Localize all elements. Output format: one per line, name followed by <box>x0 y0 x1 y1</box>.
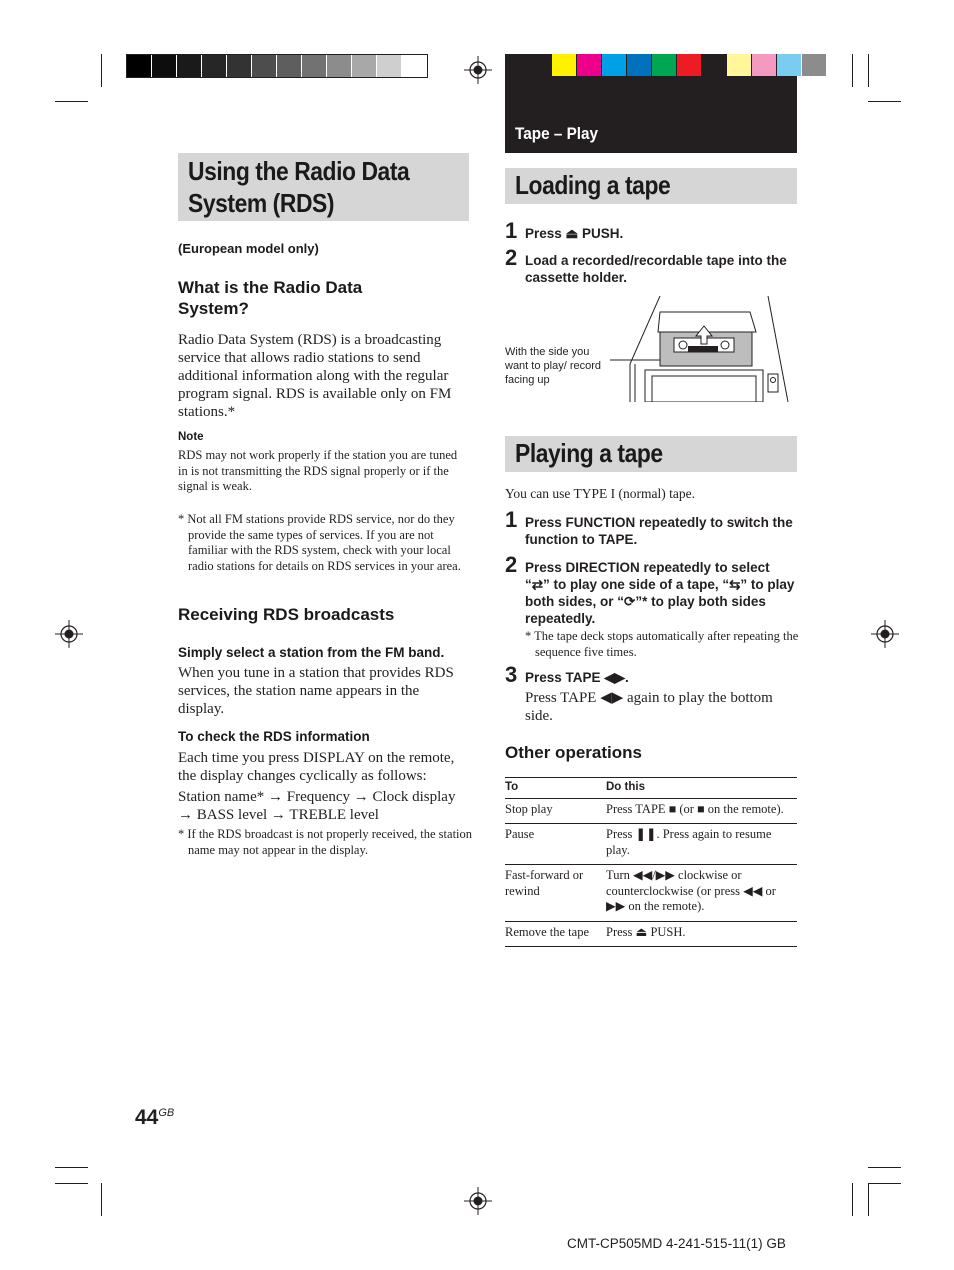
calibration-swatch <box>327 55 351 77</box>
note-label: Note <box>178 431 204 443</box>
section-label: Tape – Play <box>515 124 599 143</box>
table-header-row <box>505 778 797 799</box>
what-is-rds-body: Radio Data System (RDS) is a broadcasting service that allows radio stations to send additional information along with the regular program signal. RDS is available only on FM stations.* <box>178 332 452 420</box>
other-operations-table <box>505 777 797 947</box>
select-station-body: When you tune in a station that provides RDS services, the station name appears in the display. <box>178 665 454 717</box>
calibration-swatch <box>702 54 726 76</box>
calibration-swatch <box>252 55 276 77</box>
page-number <box>135 1106 174 1130</box>
table-row <box>505 865 797 922</box>
registration-mark-top <box>464 56 492 84</box>
illustration-caption: With the side you want to play/ record facing up <box>505 346 601 386</box>
play-step-3-number: 3 <box>505 662 518 687</box>
other-operations-table-wrap <box>505 777 797 947</box>
what-is-rds-heading: What is the Radio Data System? <box>178 278 363 318</box>
calibration-swatch <box>152 55 176 77</box>
select-station-heading: Simply select a station from the FM band. <box>178 645 445 660</box>
table-cell-to: Remove the tape <box>505 921 606 947</box>
play-intro: You can use TYPE I (normal) tape. <box>505 486 695 501</box>
load-step-2-text: Load a recorded/recordable tape into the cassette holder. <box>525 253 787 285</box>
display-cycle-line2: → BASS level → TREBLE level <box>178 807 379 823</box>
table-cell-do: Press ⏏ PUSH. <box>606 921 797 947</box>
table-cell-to: Fast-forward or rewind <box>505 865 606 922</box>
calibration-swatch <box>777 54 801 76</box>
calibration-swatch <box>127 55 151 77</box>
calibration-swatch <box>677 54 701 76</box>
loading-title-box <box>505 168 797 204</box>
calibration-swatch <box>202 55 226 77</box>
registration-mark-right <box>871 620 899 648</box>
table-cell-to: Stop play <box>505 798 606 824</box>
model-note: (European model only) <box>178 241 319 256</box>
calibration-swatch <box>552 54 576 76</box>
playing-a-tape-title: Playing a tape <box>515 438 663 468</box>
calibration-swatch <box>377 55 401 77</box>
calibration-swatch <box>352 55 376 77</box>
table-cell-to: Pause <box>505 824 606 865</box>
load-step-2-number: 2 <box>505 245 518 270</box>
table-cell-do: Turn ◀◀/▶▶ clockwise or counterclockwise (or press ◀◀ or ▶▶ on the remote). <box>606 865 797 922</box>
table-row <box>505 921 797 947</box>
receiving-rds-heading: Receiving RDS broadcasts <box>178 605 395 624</box>
footnote-rds-service: * Not all FM stations provide RDS service, nor do they provide the same types of services. If you are not familiar with the RDS system, check with your local radio stations for details on RDS services in your area. <box>178 512 461 573</box>
load-step-1-number: 1 <box>505 218 518 243</box>
color-calibration-bar <box>552 54 827 76</box>
other-operations-heading: Other operations <box>505 743 642 762</box>
page-number-value: 44 <box>135 1106 159 1129</box>
display-cycle-line1: Station name* → Frequency → Clock display <box>178 789 456 805</box>
calibration-swatch <box>627 54 651 76</box>
play-step-2-number: 2 <box>505 552 518 577</box>
play-step-2-note: * The tape deck stops automatically after repeating the sequence five times. <box>525 629 799 659</box>
calibration-swatch <box>302 55 326 77</box>
calibration-swatch <box>652 54 676 76</box>
load-step-1-text: Press ⏏ PUSH. <box>525 226 624 241</box>
registration-mark-left <box>55 620 83 648</box>
play-step-1-number: 1 <box>505 507 518 532</box>
page-title-rds: Using the Radio Data System (RDS) <box>188 156 410 218</box>
calibration-swatch <box>602 54 626 76</box>
calibration-swatch <box>577 54 601 76</box>
note-body: RDS may not work properly if the station you are tuned in is not transmitting the RDS signal properly or if the signal is weak. <box>178 448 458 493</box>
column-header-to: To <box>505 778 606 799</box>
column-header-do-this: Do this <box>606 778 797 799</box>
cassette-loading-illustration <box>600 296 792 402</box>
footnote-station-name: * If the RDS broadcast is not properly received, the station name may not appear in the display. <box>178 827 473 857</box>
calibration-swatch <box>727 54 751 76</box>
rds-title-box <box>178 153 469 221</box>
check-rds-heading: To check the RDS information <box>178 729 370 744</box>
calibration-swatch <box>227 55 251 77</box>
document-code: CMT-CP505MD 4-241-515-11(1) GB <box>567 1236 786 1251</box>
calibration-swatch <box>752 54 776 76</box>
play-step-2-text: Press DIRECTION repeatedly to select “⇄” to play one side of a tape, “⇆” to play both sides, or “⟳”* to play both sides repeatedly. <box>525 560 795 626</box>
play-step-3-text: Press TAPE ◀▶. <box>525 670 629 685</box>
check-rds-body: Each time you press DISPLAY on the remote, the display changes cyclically as follows: <box>178 750 455 784</box>
table-row <box>505 824 797 865</box>
play-step-3-body: Press TAPE ◀▶ again to play the bottom side. <box>525 690 773 724</box>
page-number-suffix: GB <box>158 1107 175 1119</box>
calibration-swatch <box>802 54 826 76</box>
table-cell-do: Press TAPE ■ (or ■ on the remote). <box>606 798 797 824</box>
calibration-swatch <box>402 55 426 77</box>
registration-mark-bottom <box>464 1187 492 1215</box>
grayscale-calibration-bar <box>126 54 428 78</box>
calibration-swatch <box>277 55 301 77</box>
loading-a-tape-title: Loading a tape <box>515 170 671 200</box>
playing-title-box <box>505 436 797 472</box>
play-step-1-text: Press FUNCTION repeatedly to switch the function to TAPE. <box>525 515 793 547</box>
table-cell-do: Press ❚❚. Press again to resume play. <box>606 824 797 865</box>
calibration-swatch <box>177 55 201 77</box>
table-row <box>505 798 797 824</box>
